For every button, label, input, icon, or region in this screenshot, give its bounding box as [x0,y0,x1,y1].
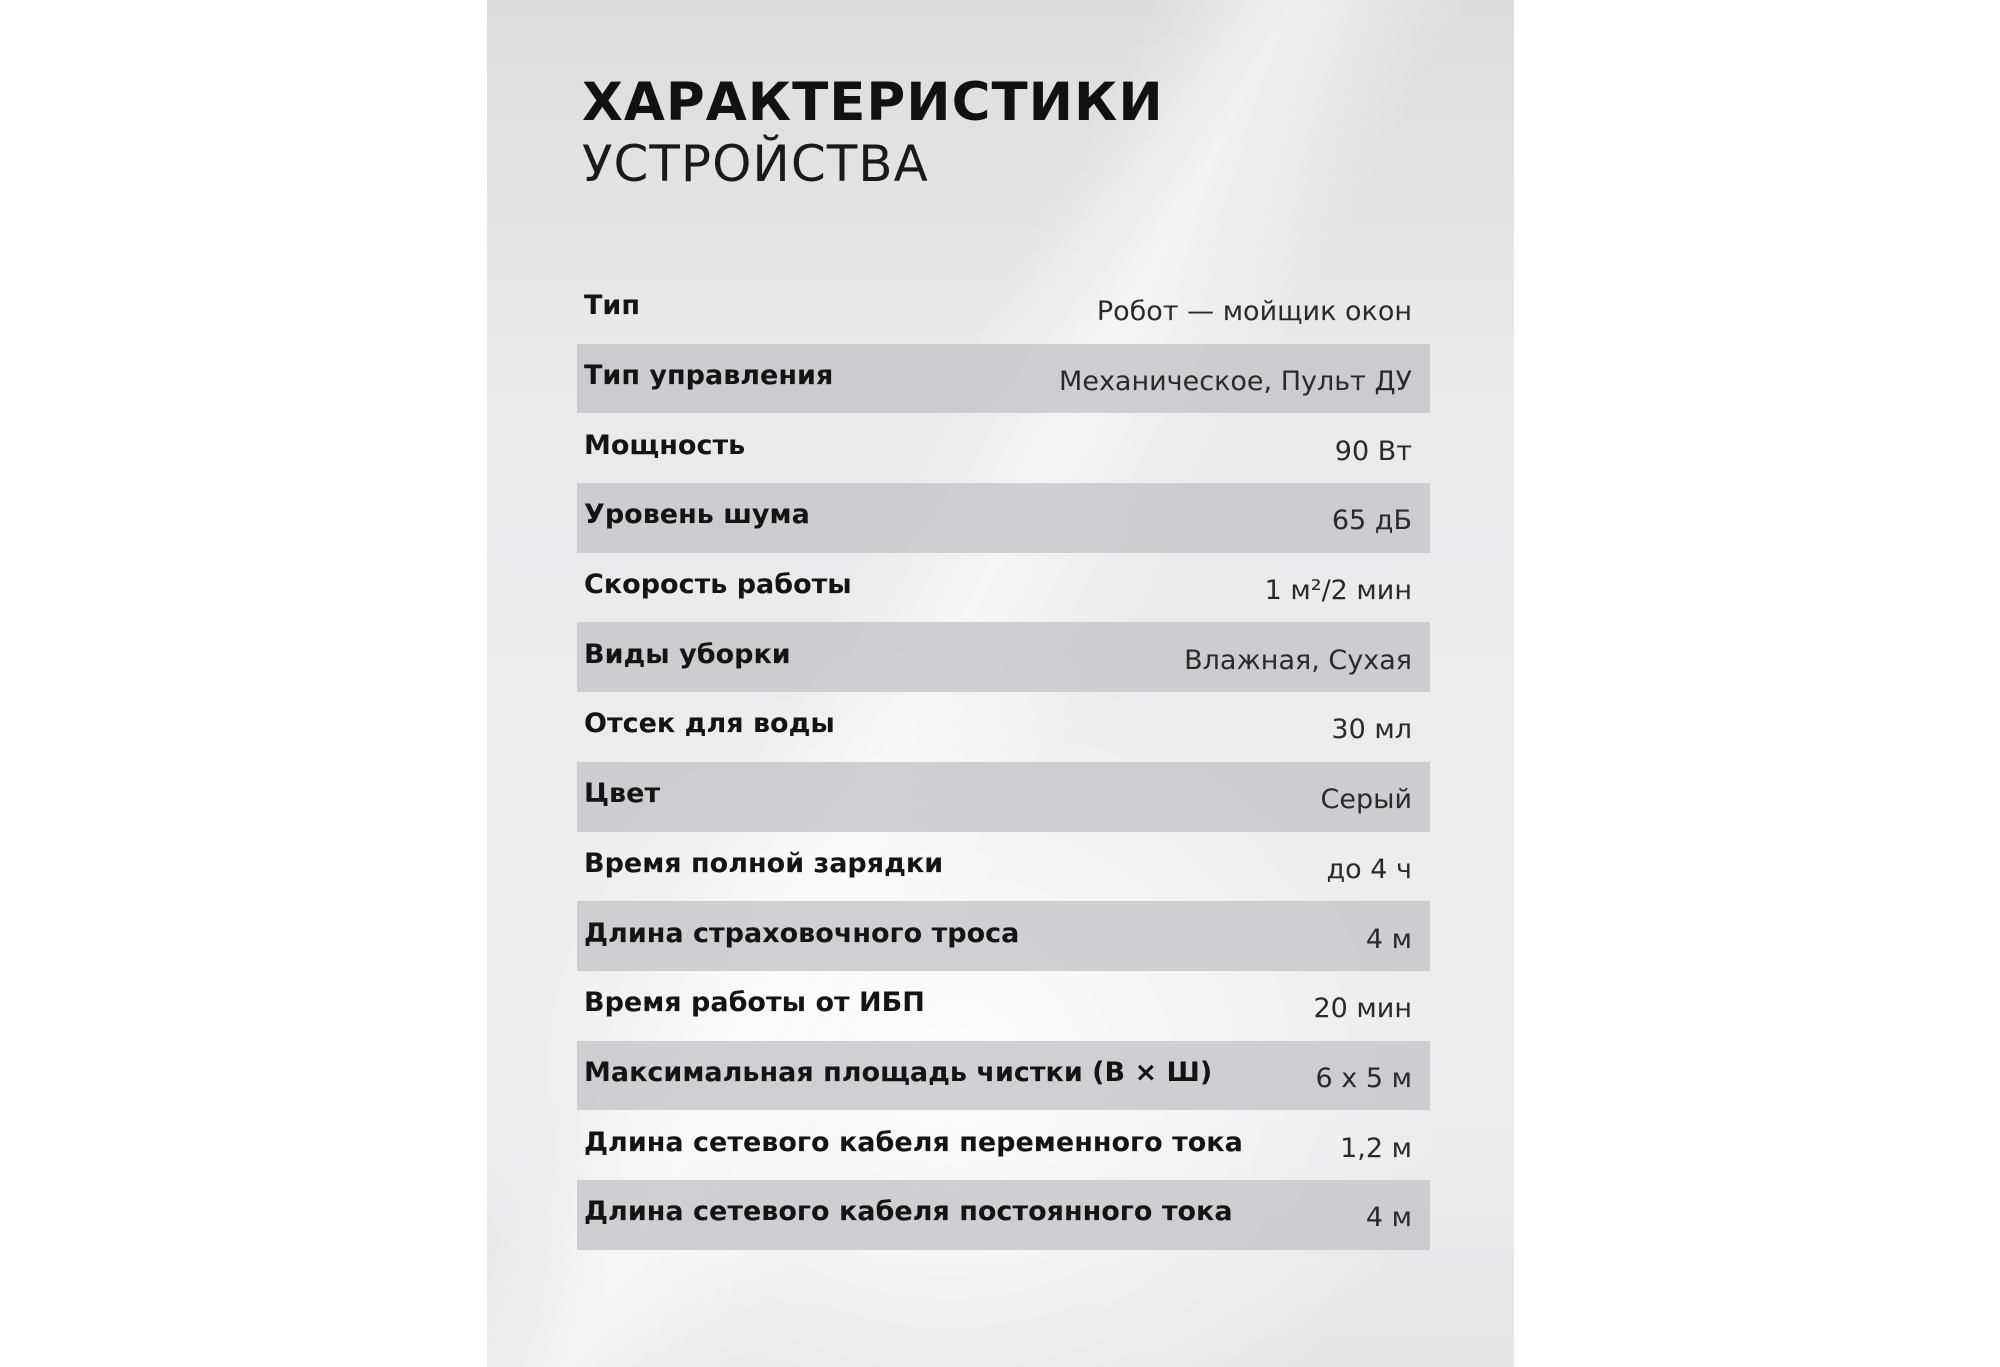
spec-row-control-type [577,344,1430,414]
spec-value: 20 мин [1313,993,1412,1025]
spec-value: 65 дБ [1331,505,1412,537]
spec-label: Отсек для воды [584,708,835,740]
spec-value: 30 мл [1331,714,1412,746]
spec-row-water-tank [577,692,1430,762]
spec-row-charge-time [577,832,1430,902]
spec-row-safety-rope [577,901,1430,971]
spec-card [487,0,1514,1367]
spec-label: Длина сетевого кабеля переменного тока [584,1126,1243,1158]
spec-value: 90 Вт [1334,435,1412,467]
spec-row-cleaning-modes [577,622,1430,692]
spec-label: Уровень шума [584,499,810,531]
page-title [582,72,1164,194]
spec-value: 1,2 м [1340,1132,1412,1164]
spec-value: Серый [1320,784,1412,816]
spec-label: Скорость работы [584,569,852,601]
spec-value: 1 м²/2 мин [1264,575,1412,607]
spec-label: Тип [584,290,640,322]
spec-label: Максимальная площадь чистки (В × Ш) [584,1056,1213,1088]
spec-label: Мощность [584,429,746,461]
spec-row-noise-level [577,483,1430,553]
spec-row-speed [577,553,1430,623]
spec-label: Длина сетевого кабеля постоянного тока [584,1196,1233,1228]
spec-label: Время полной зарядки [584,847,944,879]
spec-value: Влажная, Сухая [1184,644,1412,676]
spec-row-max-area [577,1041,1430,1111]
spec-value: до 4 ч [1326,853,1412,885]
title-line-2: УСТРОЙСТВА [582,135,929,193]
spec-row-type [577,274,1430,344]
spec-table [577,274,1430,1250]
spec-label: Цвет [584,778,661,810]
spec-row-dc-cable [577,1180,1430,1250]
spec-value: 6 x 5 м [1315,1062,1412,1094]
spec-row-power [577,413,1430,483]
spec-value: Механическое, Пульт ДУ [1059,366,1412,398]
spec-value: Робот — мойщик окон [1096,296,1412,328]
spec-value: 4 м [1365,923,1412,955]
spec-value: 4 м [1365,1202,1412,1234]
spec-row-color [577,762,1430,832]
spec-row-ac-cable [577,1110,1430,1180]
spec-label: Виды уборки [584,638,791,670]
title-line-1: ХАРАКТЕРИСТИКИ [582,72,1164,133]
spec-label: Длина страховочного троса [584,917,1020,949]
spec-label: Время работы от ИБП [584,987,925,1019]
spec-row-ups-runtime [577,971,1430,1041]
spec-label: Тип управления [584,360,834,392]
